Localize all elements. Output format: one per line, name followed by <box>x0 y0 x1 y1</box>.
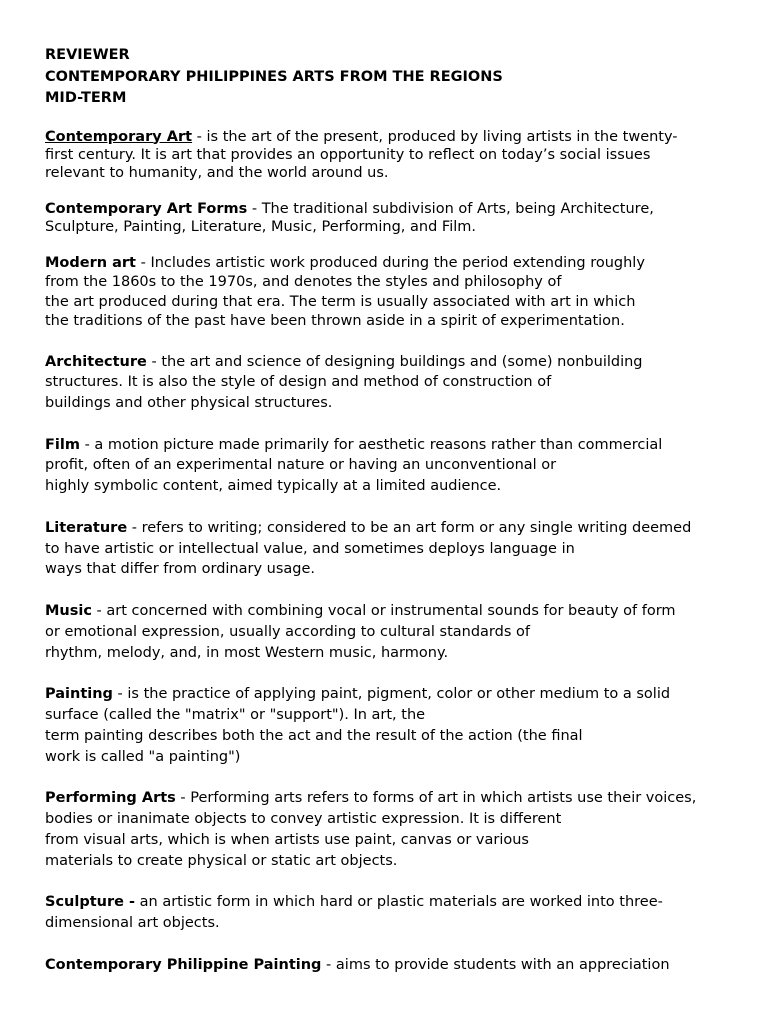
entry-line: work is called "a painting") <box>45 748 241 765</box>
entry-text: - is the practice of applying paint, pigment, color or other medium to a solid <box>112 686 671 703</box>
entry-text: - the art and science of designing buildings and (some) nonbuilding <box>146 353 643 370</box>
entry-line: from the 1860s to the 1970s, and denotes the styles and philosophy of <box>45 274 562 290</box>
entry-line: bodies or inanimate objects to convey artistic expression. It is different <box>45 811 562 828</box>
entry-term: Architecture <box>45 353 147 370</box>
entry-line: the traditions of the past have been thrown aside in a spirit of experimentation. <box>45 313 625 329</box>
entry-line: first century. It is art that provides an opportunity to reflect on today’s social issues <box>45 146 651 163</box>
entry-text: - art concerned with combining vocal or instrumental sounds for beauty of form <box>91 603 676 620</box>
entry-line: surface (called the "matrix" or "support"). In art, the <box>45 707 426 724</box>
entry-literature <box>45 518 735 580</box>
entry-term: Literature <box>45 519 128 536</box>
entry-line: Sculpture, Painting, Literature, Music, Performing, and Film. <box>45 218 476 235</box>
entry-term: Performing Arts <box>45 790 176 807</box>
entry-line <box>45 518 735 539</box>
header-subject: CONTEMPORARY PHILIPPINES ARTS FROM THE REGIONS <box>45 68 503 85</box>
header-exam-period: MID-TERM <box>45 90 127 106</box>
entry-line: highly symbolic content, aimed typically at a limited audience. <box>45 478 502 495</box>
entry-line <box>45 200 735 218</box>
entry-line <box>45 892 735 913</box>
entry-line: the art produced during that era. The term is usually associated with art in which <box>45 293 636 310</box>
entry-term: Contemporary Art <box>45 128 193 145</box>
entry-term: Film <box>45 436 80 453</box>
entry-line <box>45 601 735 622</box>
document-header <box>45 45 735 110</box>
entry-text: - aims to provide students with an appreciation <box>321 956 670 973</box>
entry-text: an artistic form in which hard or plastic materials are worked into three- <box>135 894 663 911</box>
entry-line: dimensional art objects. <box>45 915 220 932</box>
entry-sculpture <box>45 892 735 934</box>
entry-term: Sculpture - <box>45 894 136 911</box>
entry-painting <box>45 684 735 767</box>
entry-line: rhythm, melody, and, in most Western music, harmony. <box>45 644 449 661</box>
entry-term: Modern art <box>45 254 136 271</box>
entry-line: materials to create physical or static art objects. <box>45 852 398 869</box>
entry-line: to have artistic or intellectual value, and sometimes deploys language in <box>45 540 575 557</box>
entry-line <box>45 352 735 373</box>
entry-text: - The traditional subdivision of Arts, being Architecture, <box>247 200 654 217</box>
entry-modern-art <box>45 254 735 332</box>
entry-contemporary-art <box>45 128 735 182</box>
entry-line <box>45 128 735 146</box>
entry-text: - a motion picture made primarily for aesthetic reasons rather than commercial <box>79 436 663 453</box>
entry-text: - is the art of the present, produced by living artists in the twenty- <box>192 128 678 145</box>
entry-line: term painting describes both the act and the result of the action (the final <box>45 727 583 744</box>
entry-line <box>45 254 735 274</box>
reviewer-document <box>45 45 735 975</box>
entry-text: - Includes artistic work produced during the period extending roughly <box>136 254 645 271</box>
entry-line: profit, often of an experimental nature or having an unconventional or <box>45 457 557 474</box>
entry-line: relevant to humanity, and the world around us. <box>45 164 389 181</box>
entry-line: structures. It is also the style of design and method of construction of <box>45 374 552 391</box>
entry-line: or emotional expression, usually according to cultural standards of <box>45 623 530 640</box>
entry-line <box>45 788 735 809</box>
entry-term: Painting <box>45 686 113 703</box>
entry-line: from visual arts, which is when artists use paint, canvas or various <box>45 831 529 848</box>
entry-contemporary-philippine-painting <box>45 955 735 976</box>
entry-term: Contemporary Philippine Painting <box>45 956 322 973</box>
entry-line: ways that differ from ordinary usage. <box>45 561 316 578</box>
entry-line <box>45 684 735 705</box>
entry-term: Music <box>45 603 92 620</box>
entry-performing-arts <box>45 788 735 871</box>
entry-architecture <box>45 352 735 414</box>
entry-text: - Performing arts refers to forms of art in which artists use their voices, <box>175 790 697 807</box>
entry-text: - refers to writing; considered to be an art form or any single writing deemed <box>127 519 692 536</box>
entry-line: buildings and other physical structures. <box>45 395 333 412</box>
entry-contemporary-art-forms <box>45 200 735 236</box>
entry-term: Contemporary Art Forms <box>45 200 248 217</box>
header-title: REVIEWER <box>45 47 130 63</box>
entry-line <box>45 435 735 456</box>
entry-line <box>45 955 735 976</box>
entry-film <box>45 435 735 497</box>
entry-music <box>45 601 735 663</box>
